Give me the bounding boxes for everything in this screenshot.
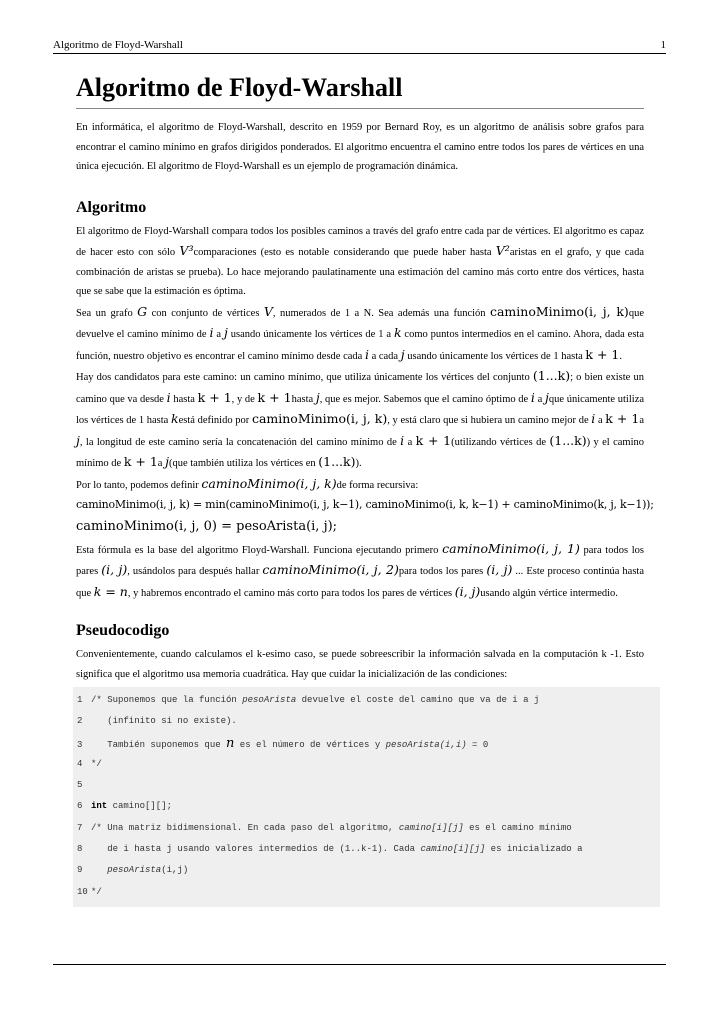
math-i: i (591, 411, 596, 426)
code-line (77, 690, 656, 711)
text-run: ) y el camino mínimo de (76, 436, 645, 469)
text-run: , numerados de 1 a N. Sea además una función (272, 307, 490, 319)
line-number: 3 (77, 739, 83, 750)
text-run: , y está claro que si hubiera un camino mejor de (387, 415, 592, 426)
math-equation: caminoMinimo(i, j, 0) = pesoArista(i, j); (76, 518, 338, 534)
math-j: j (400, 346, 405, 362)
math-set-1-k: (1...k) (549, 432, 587, 448)
text-run: está definido por (178, 415, 252, 426)
text-run: para todos los pares (398, 566, 487, 577)
text-run: a cada (368, 350, 401, 362)
text-run: para todos los pares (76, 544, 645, 577)
math-k-plus-1: k + 1 (257, 389, 292, 405)
math-i: i (209, 325, 214, 340)
text-run: , y de (231, 393, 258, 405)
section-heading-pseudocodigo: Pseudocodigo (76, 622, 170, 639)
math-i: i (364, 346, 369, 362)
footer-rule (53, 964, 666, 965)
text-run: usando algún vértice intermedio. (480, 587, 618, 599)
code-text: es inicializado a (485, 844, 583, 855)
math-camino-minimo: caminoMinimo(i, j, 1) (442, 540, 580, 556)
text-run: usando únicamente los vértices de 1 hasta (404, 350, 586, 362)
text-run: Esta fórmula es la base del algoritmo Floyd-Warshall. Funciona ejecutando primero (76, 544, 443, 556)
code-text: es el camino mínimo (463, 822, 572, 833)
code-text: /* Una matriz bidimensional. En cada paso del algoritmo, (91, 822, 399, 833)
text-run: . (619, 350, 622, 362)
math-j: j (544, 389, 549, 405)
math-j: j (223, 325, 228, 340)
text-run: como puntos intermedios en el camino. Ahora, dada esta función, nuestro objetivo es encontrar el camino mínimo desde cada (76, 329, 644, 362)
text-run: , que es mejor. Sabemos que el camino óptimo de (319, 393, 531, 405)
math-j: j (315, 389, 320, 405)
equation-recursive (76, 495, 654, 516)
line-number: 8 (77, 844, 83, 855)
text-run: (que también utiliza los vértices en (168, 458, 319, 469)
code-line (77, 754, 656, 775)
text-run: comparaciones (esto es notable considerando que puede haber hasta (193, 247, 496, 258)
text-run: a (404, 436, 416, 448)
text-run: Hay dos candidatos para este camino: un camino mínimo, que utiliza únicamente los vértices del conjunto (76, 372, 533, 383)
math-set-1-k: (1...k) (532, 368, 571, 383)
text-run: (utilizando vértices de (451, 436, 550, 448)
math-equation: caminoMinimo(i, j, k) = min(caminoMinimo(i, j, k−1), caminoMinimo(i, k, k−1) + caminoMinimo(k, j, k−1)); (76, 498, 654, 511)
text-run: , usándolos para después hallar (127, 566, 263, 577)
math-k-plus-1: k + 1 (605, 411, 640, 426)
text-run: El algoritmo de Floyd-Warshall compara todos los posibles caminos a través del grafo entre cada par de vértices. El algoritmo es capaz de hacer esto con sólo (76, 225, 644, 258)
equation-base-case (76, 516, 644, 539)
article-body (76, 72, 654, 907)
math-pair-i-j: (i, j) (101, 562, 128, 577)
code-italic: pesoArista(i,i) (385, 739, 467, 750)
algoritmo-paragraph-5 (76, 539, 644, 604)
text-run: usando únicamente los vértices de 1 a (227, 329, 394, 340)
text-run: a (213, 329, 224, 340)
math-i: i (530, 389, 535, 405)
code-text: */ (91, 886, 102, 897)
text-run: hasta (291, 393, 316, 405)
text-run: que únicamente utiliza los vértices de 1 hasta (76, 393, 645, 426)
text-run: a (639, 415, 645, 426)
code-text (91, 865, 107, 875)
algoritmo-paragraph-1 (76, 222, 644, 302)
math-k-plus-1: k + 1 (585, 346, 620, 362)
code-text: de i hasta j usando valores intermedios de (1..k-1). Cada (91, 844, 421, 855)
text-run: con conjunto de vértices (147, 307, 264, 319)
code-text: (infinito si no existe). (91, 716, 237, 727)
code-italic: pesoArista (107, 865, 162, 876)
page-title: Algoritmo de Floyd-Warshall (76, 72, 644, 109)
code-line (77, 775, 656, 796)
text-run: a (157, 458, 166, 469)
running-header-title: Algoritmo de Floyd-Warshall (53, 39, 183, 51)
text-run: Sea un grafo (76, 307, 138, 319)
code-line (77, 818, 656, 839)
math-n: n (226, 735, 235, 751)
code-text: (i,j) (161, 865, 189, 876)
math-pair-i-j: (i, j) (454, 583, 481, 599)
math-camino-minimo: caminoMinimo(i, j, 2) (262, 562, 399, 577)
math-pair-i-j: (i, j) (486, 562, 513, 577)
text-run: ). (355, 458, 362, 469)
code-line (77, 711, 656, 732)
algoritmo-paragraph-2 (76, 302, 644, 367)
text-run: que devuelve el camino mínimo de (76, 307, 644, 340)
intro-paragraph: En informática, el algoritmo de Floyd-Warshall, descrito en 1959 por Bernard Roy, es un algoritmo de análisis sobre grafos para encontrar el camino mínimo en grafos dirigidos ponderados. El algoritmo encuentra el camino entre todos los pares de vértices en una única ejecución. El algoritmo de Floyd-Warshall es un ejemplo de programación dinámica. (76, 122, 644, 172)
text-run: a (534, 393, 545, 405)
math-j: j (165, 454, 169, 469)
code-line (77, 860, 656, 881)
code-line (77, 882, 656, 903)
code-text: devuelve el coste del camino que va de i a j (296, 695, 540, 705)
code-italic: pesoArista (242, 695, 297, 705)
text-run: ... Este proceso continúa hasta que (76, 566, 644, 599)
line-number: 9 (77, 865, 83, 876)
code-text: = 0 (466, 739, 489, 750)
text-run: a (595, 415, 606, 426)
code-line (77, 796, 656, 817)
code-text: */ (91, 758, 102, 769)
text-run: , y habremos encontrado el camino más corto para todos los pares de vértices (127, 587, 455, 599)
math-v: V (263, 303, 273, 319)
math-camino-minimo: caminoMinimo(i, j, k) (201, 475, 337, 491)
line-number: 4 (77, 758, 83, 769)
line-number: 2 (77, 716, 83, 727)
code-italic: camino[i][j] (398, 822, 464, 833)
algoritmo-paragraph-3 (76, 366, 644, 474)
text-run: ; o bien existe un camino que va desde (76, 372, 644, 405)
math-g: G (137, 303, 148, 319)
text-run: hasta (170, 393, 198, 405)
line-number: 10 (77, 886, 88, 897)
code-keyword: int (91, 801, 108, 812)
math-camino-minimo: caminoMinimo(i, j, k) (251, 411, 388, 426)
code-line (77, 733, 656, 754)
algoritmo-paragraph-4 (76, 474, 644, 496)
math-v3: V³ (179, 243, 194, 258)
line-number: 1 (77, 695, 83, 705)
text-run: Por lo tanto, podemos definir (76, 479, 202, 491)
code-line (77, 839, 656, 860)
page-number: 1 (660, 39, 666, 51)
math-v2: V² (495, 243, 510, 258)
line-number: 6 (77, 801, 83, 812)
math-j: j (76, 432, 80, 448)
math-camino-minimo: caminoMinimo(i, j, k) (489, 303, 629, 319)
math-k-plus-1: k + 1 (197, 389, 232, 405)
math-k-plus-1: k + 1 (415, 432, 452, 448)
code-text: También suponemos que (91, 739, 227, 750)
running-header (53, 33, 666, 54)
math-i: i (400, 432, 405, 448)
code-italic: camino[i][j] (420, 844, 486, 855)
math-k: k (171, 411, 179, 426)
code-block (73, 687, 660, 907)
text-run: de forma recursiva: (336, 479, 419, 491)
math-k: k (393, 325, 402, 340)
text-run: , la longitud de este camino sería la concatenación del camino mínimo de (79, 436, 401, 448)
line-number: 7 (77, 822, 83, 833)
text-run: aristas en el grafo, y que cada combinación de aristas se prueba). Lo hace mejorando paulatinamente una estimación del camino más corto entre dos vértices, hasta que se sabe que la estimación es óptima. (76, 247, 645, 297)
pseudocodigo-paragraph: Convenientemente, cuando calculamos el k-esimo caso, se puede sobreescribir la información salvada en la computación k -1. Esto significa que el algoritmo usa memoria cuadrática. Hay que cuidar la inicialización de las condiciones: (76, 649, 644, 680)
math-set-1-k: (1...k) (318, 454, 356, 469)
math-i: i (166, 389, 171, 405)
line-number: 5 (77, 780, 83, 791)
code-text: es el número de vértices y (234, 739, 386, 750)
code-text: /* Suponemos que la función (91, 695, 243, 705)
math-k-plus-1: k + 1 (123, 454, 158, 469)
code-text: camino[][]; (107, 801, 173, 812)
math-k-equals-n: k = n (93, 583, 128, 599)
section-heading-algoritmo: Algoritmo (76, 198, 147, 216)
